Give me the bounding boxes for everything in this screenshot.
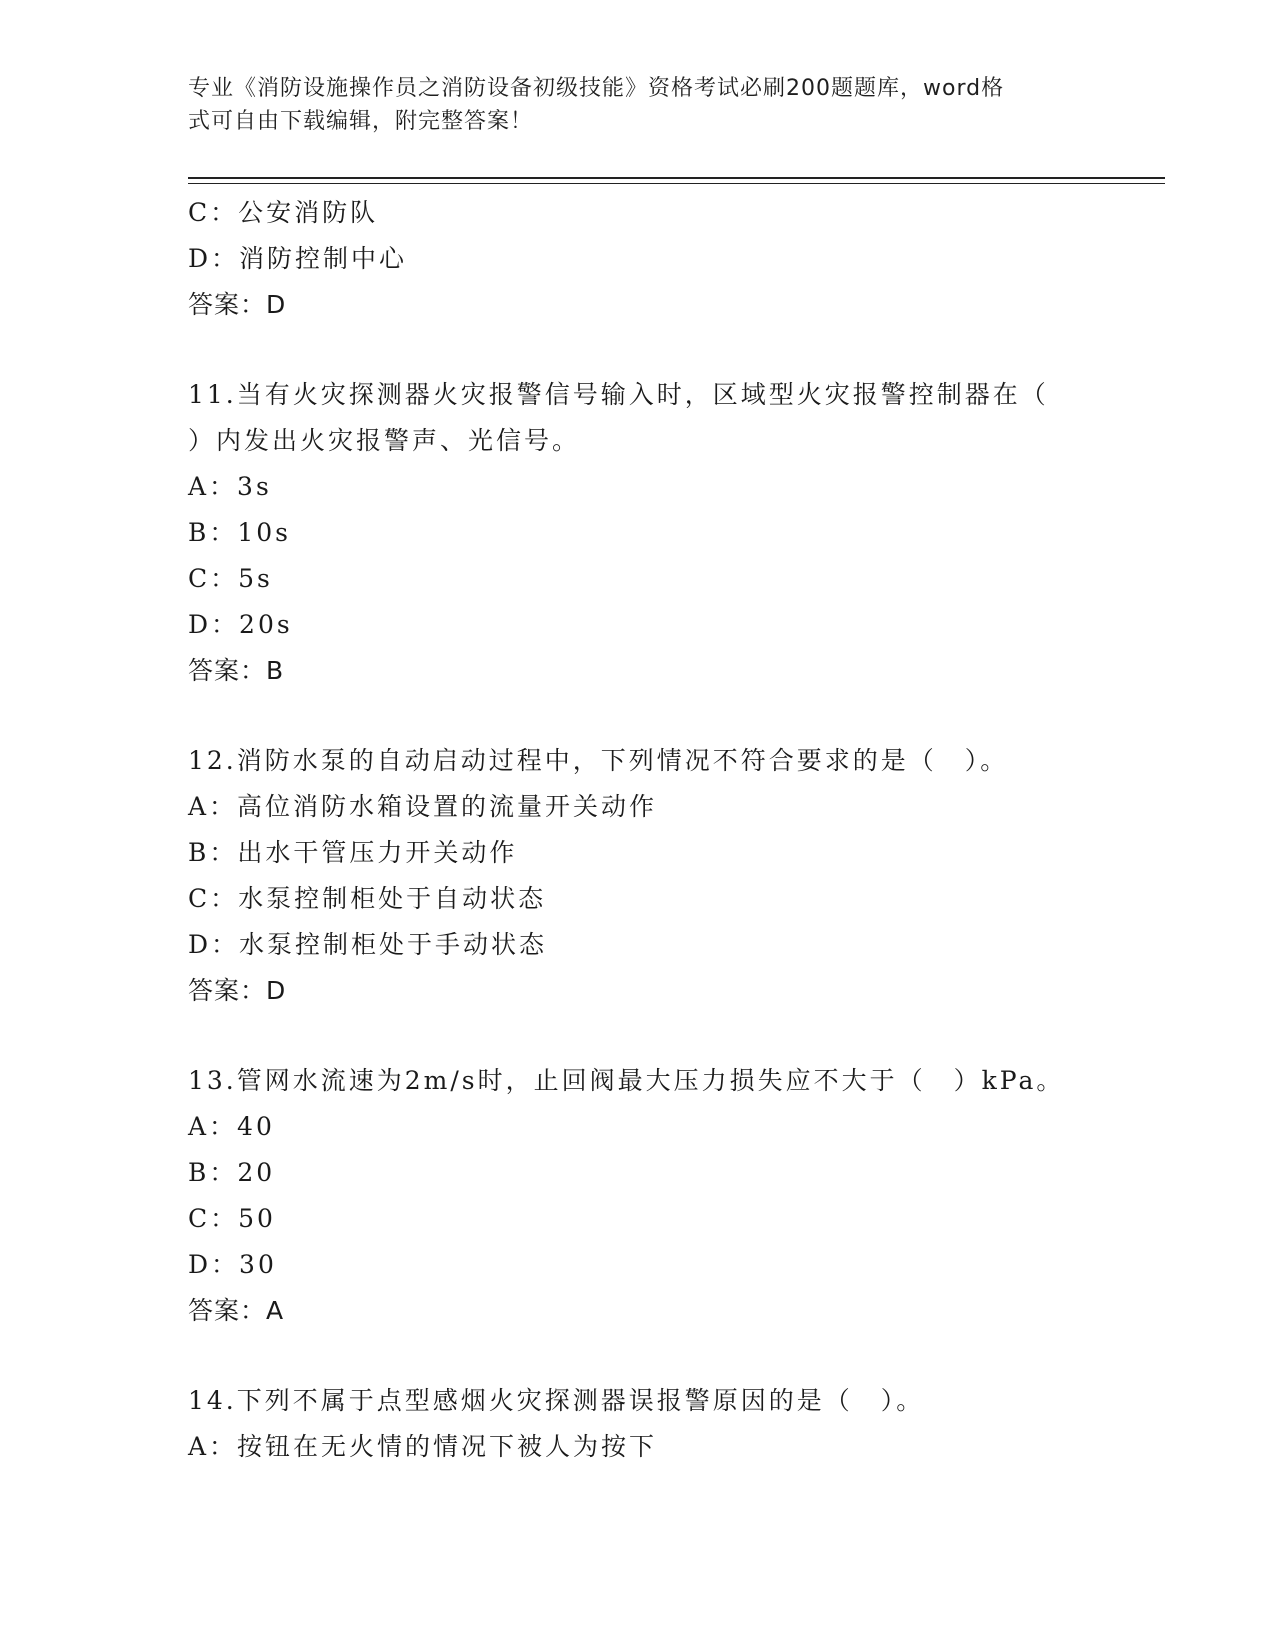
question-stem: 14.下列不属于点型感烟火灾探测器误报警原因的是（ ）。 (188, 1386, 925, 1415)
document-body (188, 190, 1148, 1470)
question-11 (188, 372, 1148, 694)
header-rule-thin (188, 183, 1165, 184)
header-line-1: 专业《消防设施操作员之消防设备初级技能》资格考试必刷200题题库，word格 (188, 76, 1005, 101)
option-b: B：10s (188, 518, 292, 547)
spacer (188, 1334, 1148, 1378)
header-line-2: 式可自由下载编辑，附完整答案！ (188, 109, 534, 134)
question-13 (188, 1058, 1148, 1334)
option-b: B：出水干管压力开关动作 (188, 838, 518, 867)
option-d: D：消防控制中心 (188, 244, 408, 273)
option-c: C：5s (188, 564, 273, 593)
question-12 (188, 738, 1148, 1014)
option-a: A：高位消防水箱设置的流量开关动作 (188, 792, 658, 821)
spacer (188, 1014, 1148, 1058)
question-10-tail (188, 190, 1148, 328)
option-c: C：50 (188, 1204, 276, 1233)
option-b: B：20 (188, 1158, 276, 1187)
answer-line: 答案：A (188, 1296, 285, 1325)
question-stem-continued: ）内发出火灾报警声、光信号。 (188, 426, 581, 455)
option-c: C：公安消防队 (188, 198, 379, 227)
question-stem: 11.当有火灾探测器火灾报警信号输入时，区域型火灾报警控制器在（ (188, 380, 1049, 409)
question-stem: 13.管网水流速为2m/s时，止回阀最大压力损失应不大于（ ）kPa。 (188, 1066, 1065, 1095)
spacer (188, 694, 1148, 738)
document-header (188, 72, 1068, 138)
option-a: A：40 (188, 1112, 275, 1141)
option-d: D：水泵控制柜处于手动状态 (188, 930, 548, 959)
option-c: C：水泵控制柜处于自动状态 (188, 884, 547, 913)
option-d: D：20s (188, 610, 293, 639)
option-a: A：3s (188, 472, 272, 501)
option-a: A：按钮在无火情的情况下被人为按下 (188, 1432, 658, 1461)
answer-line: 答案：B (188, 656, 285, 685)
question-stem: 12.消防水泵的自动启动过程中，下列情况不符合要求的是（ ）。 (188, 746, 1009, 775)
option-d: D：30 (188, 1250, 277, 1279)
spacer (188, 328, 1148, 372)
answer-line: 答案：D (188, 290, 287, 319)
answer-line: 答案：D (188, 976, 287, 1005)
question-14 (188, 1378, 1148, 1470)
header-rule-thick (188, 177, 1165, 179)
